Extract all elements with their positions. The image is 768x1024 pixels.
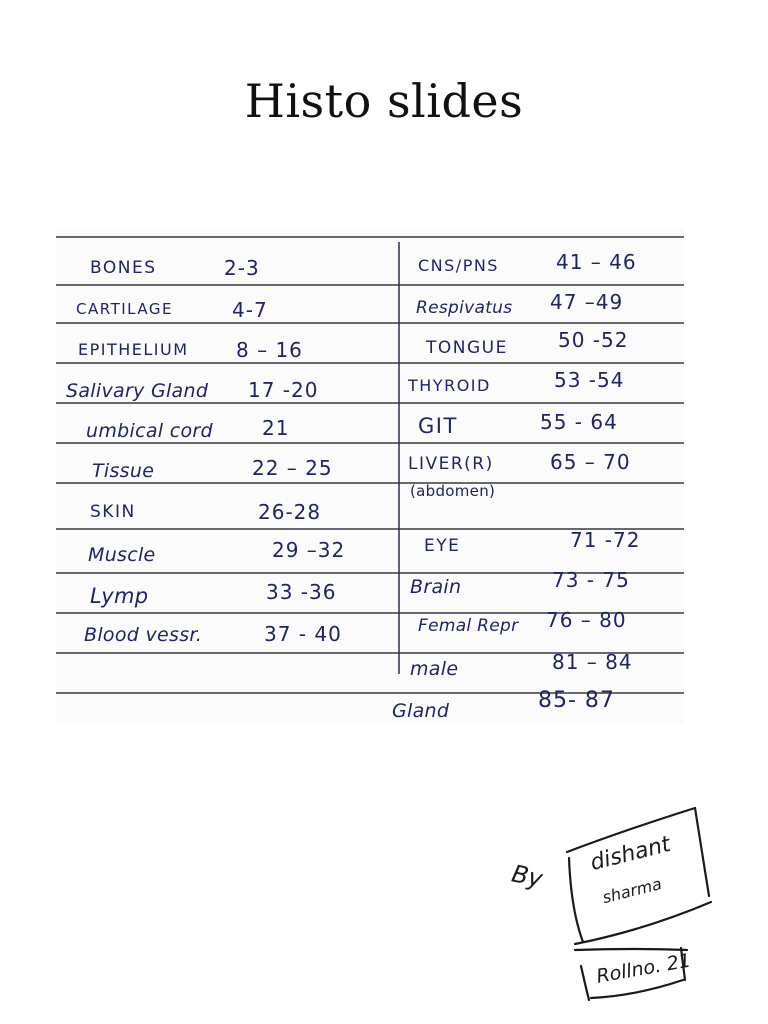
left-range: 17 -20 [248, 378, 319, 402]
ruled-line [56, 236, 684, 238]
right-label: Femal Repr [418, 616, 519, 636]
left-range: 22 – 25 [252, 456, 333, 480]
right-label: Gland [392, 700, 450, 722]
signature-name-line1: dishant [587, 832, 674, 876]
signature-drawing [505, 800, 725, 1010]
right-label: CNS/PNS [418, 256, 499, 275]
right-label: Brain [410, 576, 462, 598]
right-label: EYE [424, 536, 461, 556]
left-range: 37 - 40 [264, 622, 342, 646]
ruled-line [56, 482, 684, 484]
ruled-line [56, 402, 684, 404]
column-divider [398, 242, 400, 674]
page-title: Histo slides [244, 74, 524, 128]
right-label: TONGUE [426, 338, 508, 358]
ruled-line [56, 322, 684, 324]
left-label: Blood vessr. [84, 624, 203, 646]
right-label: (abdomen) [410, 482, 496, 500]
left-label: SKIN [90, 502, 136, 522]
right-range: 50 -52 [558, 328, 629, 352]
right-label: male [410, 658, 459, 680]
left-label: Salivary Gland [66, 380, 209, 402]
signature-block [505, 800, 725, 1010]
right-range: 41 – 46 [556, 250, 637, 274]
ruled-line [56, 284, 684, 286]
roll-number: Rollno. 21 [594, 949, 693, 988]
left-label: BONES [90, 258, 157, 278]
left-label: umbical cord [86, 420, 213, 442]
right-range: 76 – 80 [546, 608, 627, 632]
right-label: Respivatus [416, 298, 513, 318]
left-range: 2-3 [224, 256, 260, 280]
left-range: 33 -36 [266, 580, 337, 604]
left-label: Lymp [90, 584, 149, 608]
left-label: Muscle [88, 544, 156, 566]
right-range: 47 –49 [550, 290, 624, 314]
right-label: THYROID [408, 376, 491, 395]
left-label: Tissue [92, 460, 155, 482]
right-range: 85- 87 [538, 688, 615, 713]
left-label: CARTILAGE [76, 300, 173, 318]
left-label: EPITHELIUM [78, 340, 189, 359]
right-label: LIVER(R) [408, 454, 494, 474]
right-range: 71 -72 [570, 528, 641, 552]
left-range: 21 [262, 416, 290, 440]
signature-name-line2: sharma [600, 874, 664, 908]
right-range: 65 – 70 [550, 450, 631, 474]
left-range: 29 –32 [272, 538, 346, 562]
right-range: 81 – 84 [552, 650, 633, 674]
ruled-line [56, 442, 684, 444]
left-range: 26-28 [258, 500, 322, 524]
right-range: 55 - 64 [540, 410, 618, 434]
by-text: By [509, 859, 546, 894]
right-label: GIT [418, 414, 458, 438]
left-range: 8 – 16 [236, 338, 303, 362]
left-range: 4-7 [232, 298, 268, 322]
notebook-page [56, 228, 684, 724]
ruled-line [56, 362, 684, 364]
right-range: 73 - 75 [552, 568, 630, 592]
right-range: 53 -54 [554, 368, 625, 392]
